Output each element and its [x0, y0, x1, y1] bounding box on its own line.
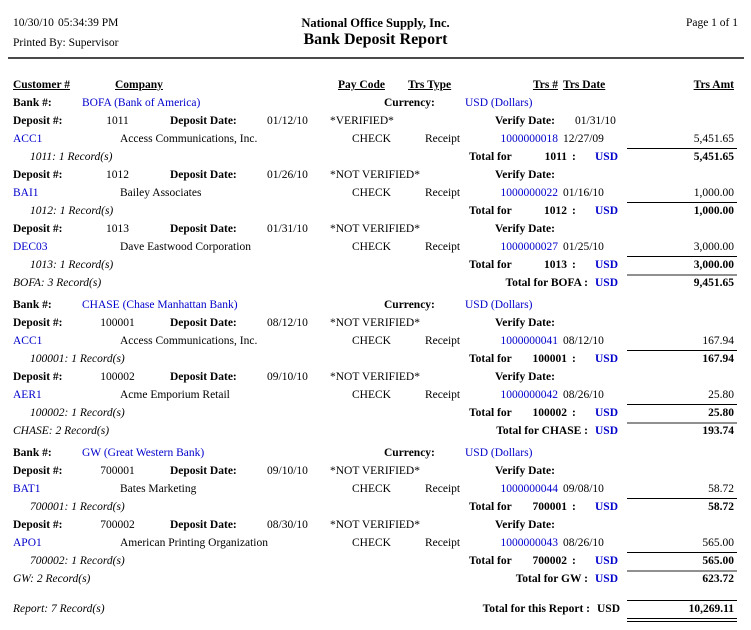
- pay-code-cell: CHECK: [352, 537, 391, 549]
- total-colon: :: [572, 407, 576, 419]
- total-rule: [627, 404, 737, 405]
- total-colon: :: [572, 353, 576, 365]
- deposit-label: Deposit #:: [13, 519, 63, 531]
- pay-code-cell: CHECK: [352, 335, 391, 347]
- report-total-amount: 10,269.11: [688, 603, 734, 615]
- customer-code-link[interactable]: BAI1: [13, 187, 39, 199]
- currency-label: Currency:: [384, 299, 435, 311]
- deposit-date-value: 08/30/10: [267, 519, 308, 531]
- deposit-status: *VERIFIED*: [330, 115, 394, 127]
- total-usd-link[interactable]: USD: [595, 573, 619, 585]
- deposit-label: Deposit #:: [13, 317, 63, 329]
- report-total-usd: USD: [597, 603, 621, 615]
- deposit-number: 1012: [106, 169, 129, 181]
- deposit-status: *NOT VERIFIED*: [330, 371, 420, 383]
- record-count-note: 1013: 1 Record(s): [30, 259, 114, 271]
- total-deposit-number: 1011: [544, 151, 567, 163]
- total-colon: :: [572, 205, 576, 217]
- company-cell: Bailey Associates: [120, 187, 202, 199]
- total-rule: [627, 202, 737, 203]
- record-count-note: 700001: 1 Record(s): [30, 501, 125, 513]
- trs-number-link[interactable]: 1000000027: [500, 241, 558, 253]
- record-count-note: 1012: 1 Record(s): [30, 205, 114, 217]
- verify-date-label: Verify Date:: [495, 115, 555, 127]
- trs-number-link[interactable]: 1000000043: [500, 537, 558, 549]
- total-usd-link[interactable]: USD: [595, 555, 619, 567]
- record-count-note: 100001: 1 Record(s): [30, 353, 125, 365]
- company-cell: American Printing Organization: [120, 537, 268, 549]
- company-cell: Access Communications, Inc.: [120, 335, 258, 347]
- bank-record-count: BOFA: 3 Record(s): [13, 277, 102, 289]
- trs-amount-cell: 5,451.65: [693, 133, 734, 145]
- trs-amount-cell: 58.72: [708, 483, 734, 495]
- deposit-label: Deposit #:: [13, 371, 63, 383]
- deposit-number: 100001: [100, 317, 135, 329]
- trs-type-cell: Receipt: [425, 133, 461, 145]
- deposit-date-value: 01/12/10: [267, 115, 308, 127]
- verify-date-label: Verify Date:: [495, 371, 555, 383]
- deposit-date-value: 09/10/10: [267, 465, 308, 477]
- deposit-label: Deposit #:: [13, 169, 63, 181]
- trs-date-cell: 01/25/10: [563, 241, 604, 253]
- total-colon: :: [572, 259, 576, 271]
- page-header-row: [0, 16, 751, 32]
- bank-record-count: GW: 2 Record(s): [13, 573, 91, 585]
- total-deposit-number: 700001: [532, 501, 567, 513]
- total-colon: :: [572, 555, 576, 567]
- deposit-number: 100002: [100, 371, 135, 383]
- bank-total-row: [0, 276, 751, 292]
- total-rule: [627, 552, 737, 553]
- currency-label: Currency:: [384, 97, 435, 109]
- total-usd-link[interactable]: USD: [595, 205, 619, 217]
- col-trs-date: Trs Date: [563, 79, 606, 91]
- company-name: National Office Supply, Inc.: [301, 16, 450, 30]
- transaction-row: [0, 482, 751, 498]
- deposit-date-label: Deposit Date:: [170, 169, 237, 181]
- col-company: Company: [115, 79, 163, 91]
- total-amount: 1,000.00: [693, 205, 734, 217]
- total-usd-link[interactable]: USD: [595, 407, 619, 419]
- page-number: Page 1 of 1: [685, 17, 738, 29]
- verify-date-label: Verify Date:: [495, 223, 555, 235]
- deposit-total-row: [0, 204, 751, 220]
- transaction-row: [0, 536, 751, 552]
- total-usd-link[interactable]: USD: [595, 277, 619, 289]
- deposit-status: *NOT VERIFIED*: [330, 519, 420, 531]
- total-for-label: Total for: [469, 555, 512, 567]
- trs-date-cell: 08/26/10: [563, 537, 604, 549]
- bank-total-amount: 9,451.65: [693, 277, 734, 289]
- total-for-label: Total for: [469, 407, 512, 419]
- total-usd-link[interactable]: USD: [595, 259, 619, 271]
- report-total-row: [0, 602, 751, 618]
- deposit-date-value: 01/31/10: [267, 223, 308, 235]
- total-usd-link[interactable]: USD: [595, 501, 619, 513]
- bank-header-row: [0, 96, 751, 112]
- record-count-note: 1011: 1 Record(s): [30, 151, 113, 163]
- col-customer: Customer #: [13, 79, 70, 91]
- bank-record-count: CHASE: 2 Record(s): [13, 425, 110, 437]
- total-rule: [627, 148, 737, 149]
- trs-amount-cell: 565.00: [702, 537, 734, 549]
- trs-type-cell: Receipt: [425, 537, 461, 549]
- total-rule: [627, 350, 737, 351]
- total-for-label: Total for: [469, 259, 512, 271]
- trs-date-cell: 12/27/09: [563, 133, 604, 145]
- report-title-row: [0, 31, 751, 52]
- deposit-header-row: [0, 370, 751, 386]
- trs-amount-cell: 3,000.00: [693, 241, 734, 253]
- bank-name-link[interactable]: BOFA (Bank of America): [82, 97, 201, 109]
- deposit-date-label: Deposit Date:: [170, 317, 237, 329]
- bank-total-amount: 193.74: [702, 425, 734, 437]
- deposit-total-row: [0, 352, 751, 368]
- deposit-label: Deposit #:: [13, 223, 63, 235]
- verify-date-label: Verify Date:: [495, 519, 555, 531]
- total-usd-link[interactable]: USD: [595, 425, 619, 437]
- deposit-number: 700002: [100, 519, 135, 531]
- bank-label: Bank #:: [13, 97, 52, 109]
- total-amount: 58.72: [708, 501, 734, 513]
- printed-by: Printed By: Supervisor: [13, 37, 119, 49]
- transaction-row: [0, 240, 751, 256]
- company-cell: Dave Eastwood Corporation: [120, 241, 251, 253]
- deposit-date-label: Deposit Date:: [170, 519, 237, 531]
- total-colon: :: [572, 151, 576, 163]
- bank-total-label: Total for BOFA :: [505, 277, 588, 289]
- column-header-row: [0, 78, 751, 94]
- col-trs-amt: Trs Amt: [693, 79, 734, 91]
- total-for-label: Total for: [469, 353, 512, 365]
- verify-date-value: 01/31/10: [575, 115, 616, 127]
- trs-number-link[interactable]: 1000000042: [500, 389, 558, 401]
- trs-number-link[interactable]: 1000000041: [500, 335, 558, 347]
- transaction-row: [0, 186, 751, 202]
- deposit-header-row: [0, 114, 751, 130]
- deposit-header-row: [0, 222, 751, 238]
- total-for-label: Total for: [469, 501, 512, 513]
- deposit-date-label: Deposit Date:: [170, 115, 237, 127]
- deposit-date-label: Deposit Date:: [170, 223, 237, 235]
- verify-date-label: Verify Date:: [495, 317, 555, 329]
- company-cell: Bates Marketing: [120, 483, 197, 495]
- pay-code-cell: CHECK: [352, 133, 391, 145]
- deposit-header-row: [0, 464, 751, 480]
- trs-type-cell: Receipt: [425, 389, 461, 401]
- deposit-label: Deposit #:: [13, 465, 63, 477]
- trs-type-cell: Receipt: [425, 335, 461, 347]
- deposit-number: 700001: [100, 465, 135, 477]
- report-total-label: Total for this Report :: [482, 603, 590, 615]
- deposit-total-row: [0, 500, 751, 516]
- deposit-status: *NOT VERIFIED*: [330, 169, 420, 181]
- pay-code-cell: CHECK: [352, 187, 391, 199]
- trs-number-link[interactable]: 1000000022: [500, 187, 558, 199]
- trs-date-cell: 08/26/10: [563, 389, 604, 401]
- print-date: 10/30/10: [13, 17, 54, 29]
- record-count-note: 700002: 1 Record(s): [30, 555, 125, 567]
- customer-code-link[interactable]: APO1: [13, 537, 42, 549]
- deposit-number: 1013: [106, 223, 129, 235]
- bank-total-row: [0, 424, 751, 440]
- bank-total-row: [0, 572, 751, 588]
- report-record-count: Report: 7 Record(s): [13, 603, 105, 615]
- bank-name-link[interactable]: GW (Great Western Bank): [82, 447, 205, 459]
- deposit-header-row: [0, 316, 751, 332]
- report-title: Bank Deposit Report: [303, 31, 448, 48]
- total-deposit-number: 1013: [544, 259, 567, 271]
- bank-label: Bank #:: [13, 299, 52, 311]
- report-double-rule-bottom: [627, 621, 737, 622]
- trs-amount-cell: 25.80: [708, 389, 734, 401]
- trs-number-link[interactable]: 1000000018: [500, 133, 558, 145]
- pay-code-cell: CHECK: [352, 483, 391, 495]
- total-amount: 565.00: [702, 555, 734, 567]
- print-time: 05:34:39 PM: [58, 17, 119, 29]
- bank-label: Bank #:: [13, 447, 52, 459]
- transaction-row: [0, 132, 751, 148]
- bank-header-row: [0, 446, 751, 462]
- deposit-status: *NOT VERIFIED*: [330, 465, 420, 477]
- trs-date-cell: 08/12/10: [563, 335, 604, 347]
- col-pay-code: Pay Code: [338, 79, 385, 91]
- customer-code-link[interactable]: ACC1: [13, 335, 43, 347]
- company-cell: Access Communications, Inc.: [120, 133, 258, 145]
- deposit-total-row: [0, 406, 751, 422]
- trs-type-cell: Receipt: [425, 483, 461, 495]
- total-amount: 3,000.00: [693, 259, 734, 271]
- pay-code-cell: CHECK: [352, 241, 391, 253]
- header-rule: [8, 57, 744, 59]
- trs-type-cell: Receipt: [425, 187, 461, 199]
- deposit-date-value: 08/12/10: [267, 317, 308, 329]
- verify-date-label: Verify Date:: [495, 465, 555, 477]
- total-amount: 167.94: [702, 353, 734, 365]
- customer-code-link[interactable]: ACC1: [13, 133, 43, 145]
- transaction-row: [0, 334, 751, 350]
- currency-value-link[interactable]: USD (Dollars): [465, 299, 533, 311]
- trs-type-cell: Receipt: [425, 241, 461, 253]
- total-for-label: Total for: [469, 205, 512, 217]
- currency-value-link[interactable]: USD (Dollars): [465, 97, 533, 109]
- deposit-status: *NOT VERIFIED*: [330, 223, 420, 235]
- trs-date-cell: 09/08/10: [563, 483, 604, 495]
- trs-amount-cell: 1,000.00: [693, 187, 734, 199]
- deposit-number: 1011: [106, 115, 129, 127]
- record-count-note: 100002: 1 Record(s): [30, 407, 125, 419]
- company-cell: Acme Emporium Retail: [120, 389, 230, 401]
- col-trs-type: Trs Type: [408, 79, 452, 91]
- report-double-rule-top: [627, 618, 737, 619]
- deposit-header-row: [0, 518, 751, 534]
- bank-name-link[interactable]: CHASE (Chase Manhattan Bank): [82, 299, 238, 311]
- total-rule: [627, 256, 737, 257]
- deposit-total-row: [0, 150, 751, 166]
- trs-number-link[interactable]: 1000000044: [500, 483, 558, 495]
- deposit-date-label: Deposit Date:: [170, 465, 237, 477]
- total-usd-link[interactable]: USD: [595, 353, 619, 365]
- report-total-rule: [627, 600, 737, 601]
- total-colon: :: [572, 501, 576, 513]
- bank-total-label: Total for CHASE :: [496, 425, 588, 437]
- transaction-row: [0, 388, 751, 404]
- bank-header-row: [0, 298, 751, 314]
- total-amount: 25.80: [708, 407, 734, 419]
- deposit-label: Deposit #:: [13, 115, 63, 127]
- total-deposit-number: 700002: [532, 555, 567, 567]
- customer-code-link[interactable]: DEC03: [13, 241, 48, 253]
- customer-code-link[interactable]: AER1: [13, 389, 42, 401]
- total-deposit-number: 1012: [544, 205, 567, 217]
- total-for-label: Total for: [469, 151, 512, 163]
- deposit-date-value: 01/26/10: [267, 169, 308, 181]
- verify-date-label: Verify Date:: [495, 169, 555, 181]
- currency-value-link[interactable]: USD (Dollars): [465, 447, 533, 459]
- trs-date-cell: 01/16/10: [563, 187, 604, 199]
- bank-total-amount: 623.72: [702, 573, 734, 585]
- currency-label: Currency:: [384, 447, 435, 459]
- deposit-date-label: Deposit Date:: [170, 371, 237, 383]
- trs-amount-cell: 167.94: [702, 335, 734, 347]
- pay-code-cell: CHECK: [352, 389, 391, 401]
- customer-code-link[interactable]: BAT1: [13, 483, 41, 495]
- deposit-date-value: 09/10/10: [267, 371, 308, 383]
- deposit-total-row: [0, 554, 751, 570]
- total-deposit-number: 100002: [532, 407, 567, 419]
- col-trs-num: Trs #: [532, 79, 558, 91]
- total-deposit-number: 100001: [532, 353, 567, 365]
- total-amount: 5,451.65: [693, 151, 734, 163]
- deposit-total-row: [0, 258, 751, 274]
- total-rule: [627, 498, 737, 499]
- deposit-status: *NOT VERIFIED*: [330, 317, 420, 329]
- bank-total-label: Total for GW :: [515, 573, 588, 585]
- deposit-header-row: [0, 168, 751, 184]
- total-usd-link[interactable]: USD: [595, 151, 619, 163]
